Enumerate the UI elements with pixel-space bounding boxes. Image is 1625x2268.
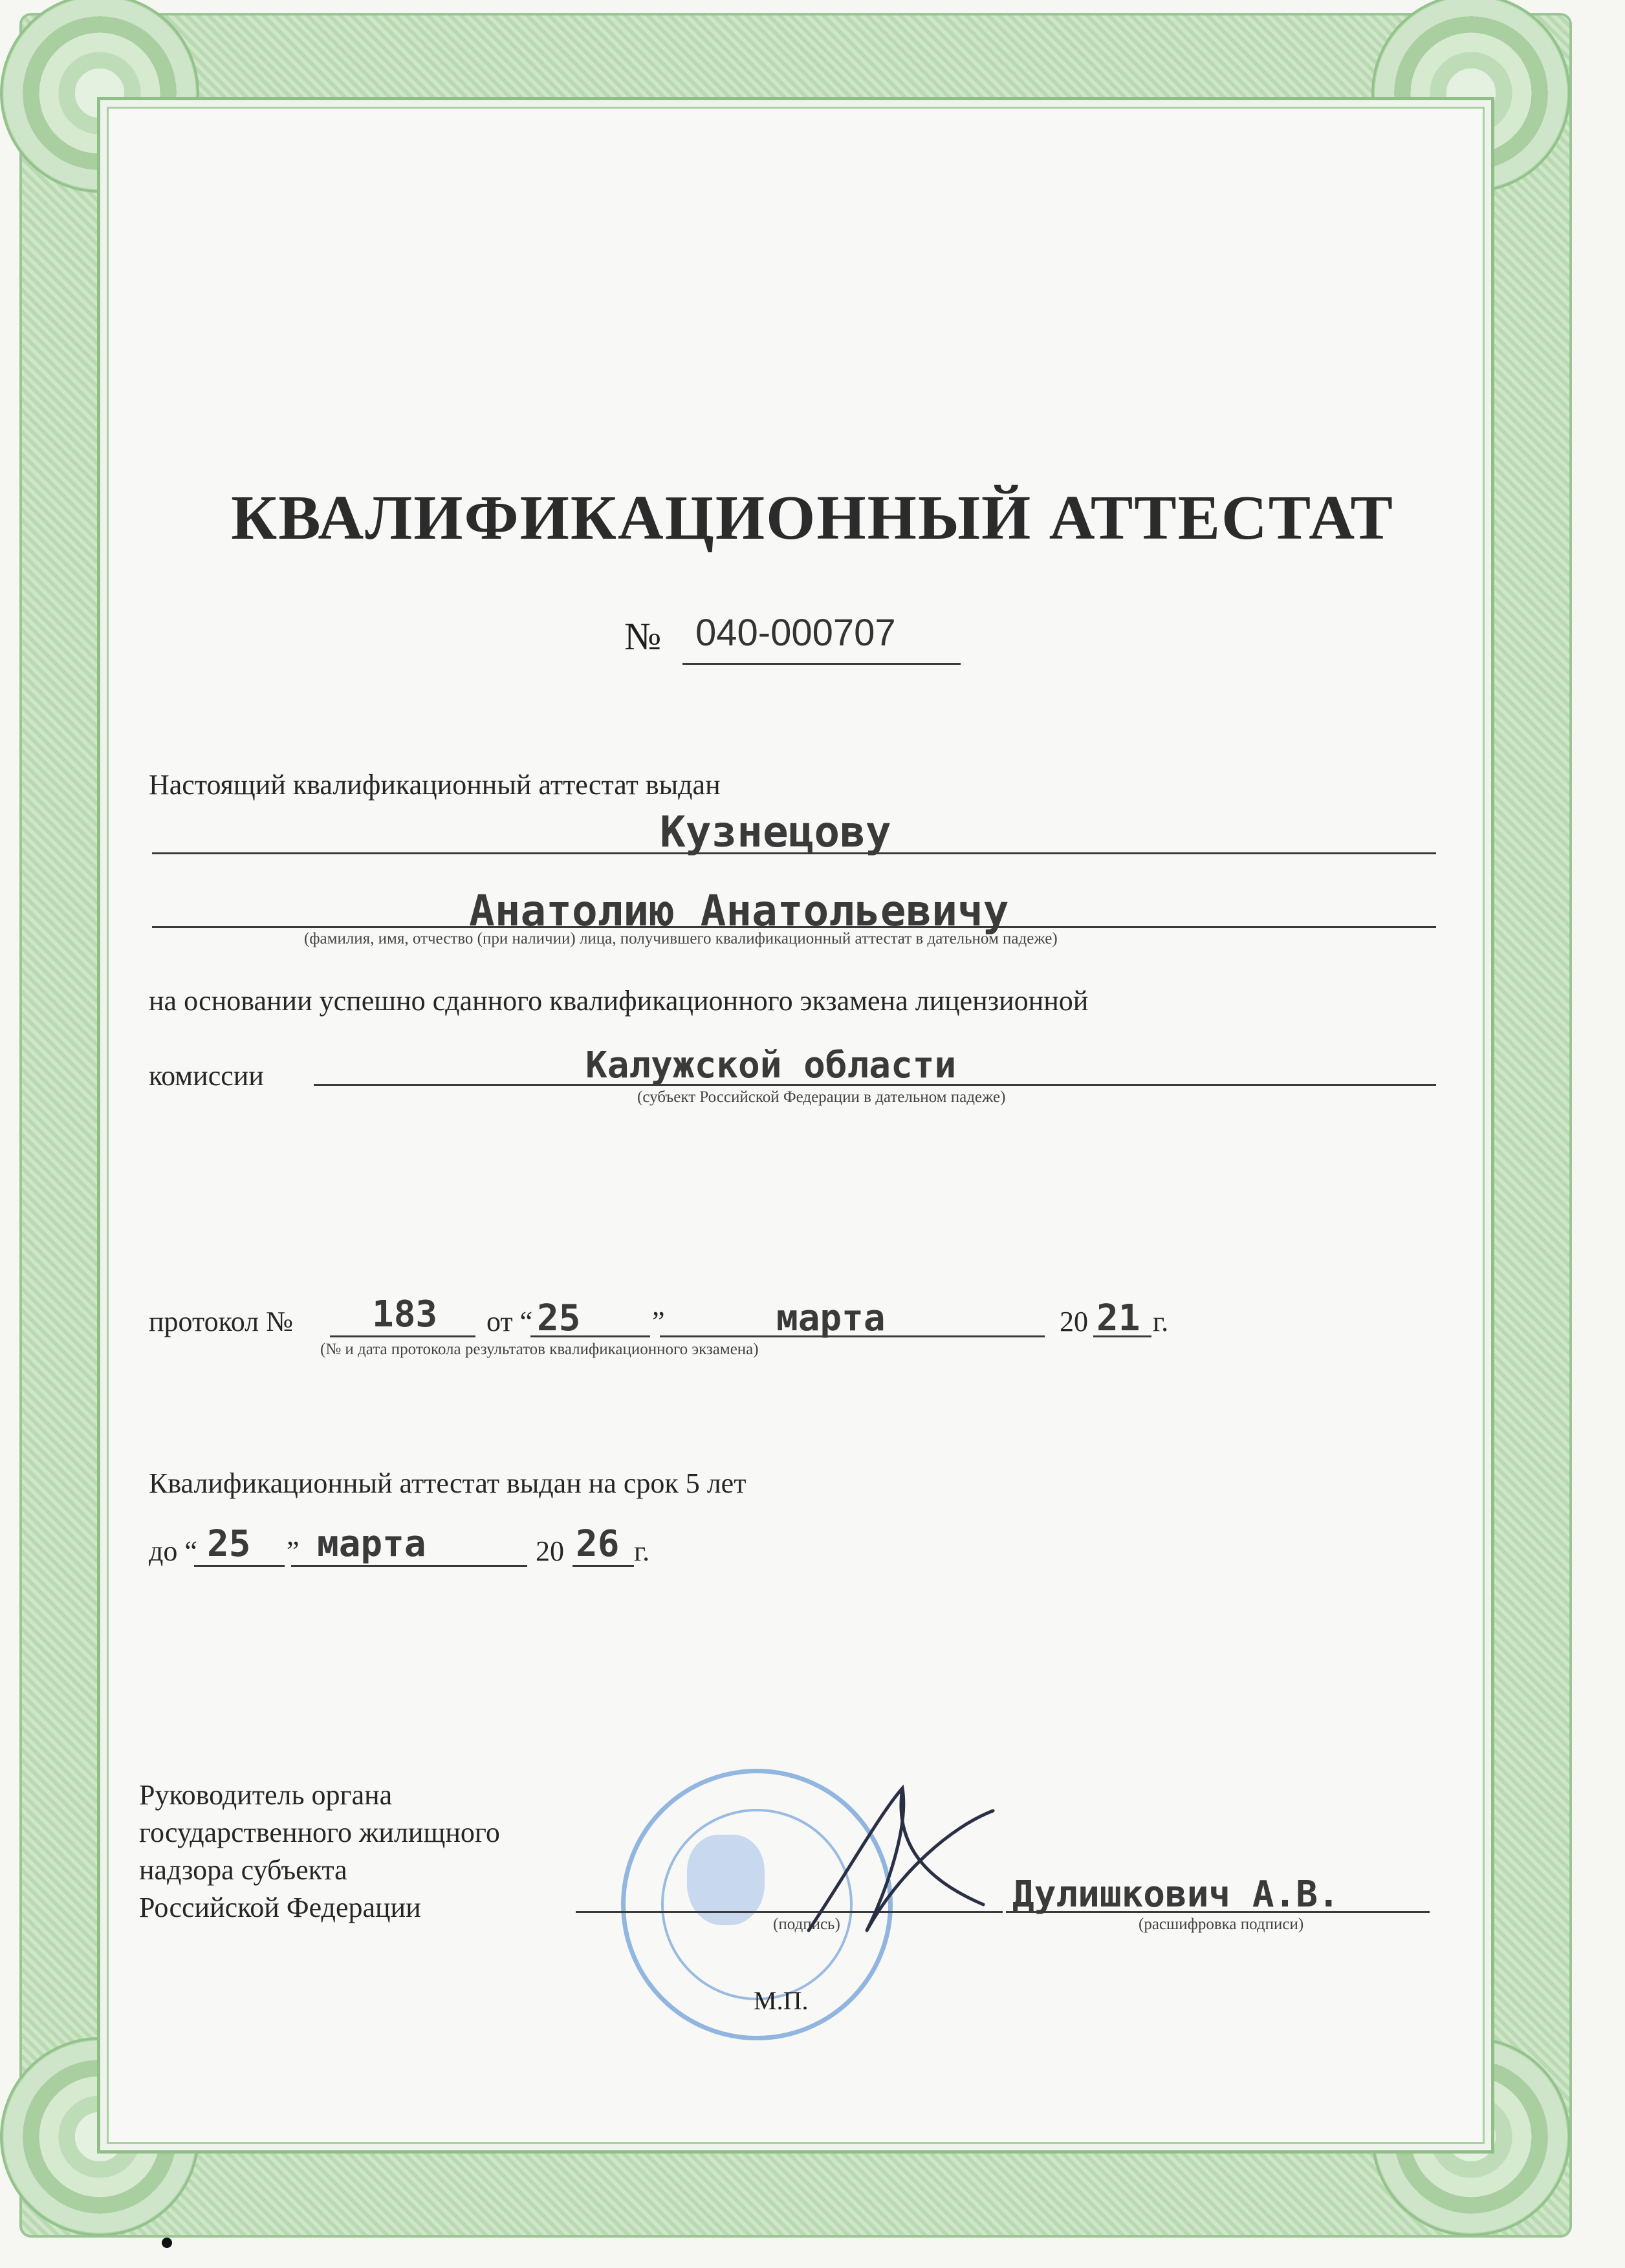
until-month: марта xyxy=(317,1523,426,1565)
until-year-end: г. xyxy=(634,1535,650,1567)
protocol-day: 25 xyxy=(537,1297,581,1339)
protocol-year-underline xyxy=(1093,1335,1151,1337)
holder-line-1 xyxy=(152,852,1436,854)
seal-place-label: М.П. xyxy=(754,1986,809,2015)
certificate-title: КВАЛИФИКАЦИОННЫЙ АТТЕСТАТ xyxy=(231,483,1394,553)
signature-hint: (подпись) xyxy=(773,1916,840,1933)
commission-hint: (субъект Российской Федерации в дательном падеже) xyxy=(637,1088,1006,1106)
name-hint: (расшифровка подписи) xyxy=(1139,1916,1304,1933)
holder-line-2 xyxy=(152,926,1436,928)
protocol-day-underline xyxy=(530,1335,650,1337)
holder-surname: Кузнецову xyxy=(660,807,891,857)
holder-name-patronymic: Анатолию Анатольевичу xyxy=(469,886,1009,936)
until-label: до “ xyxy=(149,1535,197,1567)
signatory-line-4: Российской Федерации xyxy=(139,1892,421,1923)
signatory-line-2: государственного жилищного xyxy=(139,1817,500,1848)
number-underline xyxy=(682,663,961,665)
holder-hint: (фамилия, имя, отчество (при наличии) лица, получившего квалификационный аттестат в дательном падеже) xyxy=(304,930,1058,947)
certificate-number: 040-000707 xyxy=(695,612,896,654)
signatory-line-1: Руководитель органа xyxy=(139,1779,393,1811)
commission-value: Калужской области xyxy=(585,1044,957,1086)
commission-underline xyxy=(314,1084,1436,1086)
until-day-underline xyxy=(194,1565,285,1567)
protocol-number-underline xyxy=(330,1335,475,1337)
basis-text: на основании успешно сданного квалификационного экзамена лицензионной xyxy=(149,985,1089,1017)
protocol-year-prefix: 20 xyxy=(1060,1306,1088,1337)
until-year-underline xyxy=(573,1565,634,1567)
handwritten-signature xyxy=(770,1775,1003,1943)
protocol-from-label: от “ xyxy=(486,1306,533,1337)
protocol-hint: (№ и дата протокола результатов квалификационного экзамена) xyxy=(320,1341,759,1358)
protocol-month: марта xyxy=(776,1297,886,1339)
until-day: 25 xyxy=(207,1523,251,1565)
commission-label: комиссии xyxy=(149,1060,264,1092)
protocol-month-underline xyxy=(660,1335,1045,1337)
validity-text: Квалификационный аттестат выдан на срок 5 лет xyxy=(149,1467,747,1499)
until-close-quote: ” xyxy=(287,1535,300,1567)
until-year-suffix: 26 xyxy=(576,1523,620,1565)
protocol-number: 183 xyxy=(372,1293,438,1335)
until-year-prefix: 20 xyxy=(536,1535,564,1567)
protocol-year-end: г. xyxy=(1153,1306,1169,1337)
protocol-year-suffix: 21 xyxy=(1096,1297,1140,1339)
signatory-name: Дулишкович А.В. xyxy=(1012,1874,1340,1916)
protocol-close-quote: ” xyxy=(652,1306,665,1337)
name-underline xyxy=(1006,1911,1430,1913)
issued-to-label: Настоящий квалификационный аттестат выдан xyxy=(149,769,721,801)
protocol-label: протокол № xyxy=(149,1306,294,1337)
number-sign: № xyxy=(624,615,662,658)
signatory-line-3: надзора субъекта xyxy=(139,1854,347,1886)
until-month-underline xyxy=(291,1565,527,1567)
ink-dot xyxy=(162,2238,172,2248)
